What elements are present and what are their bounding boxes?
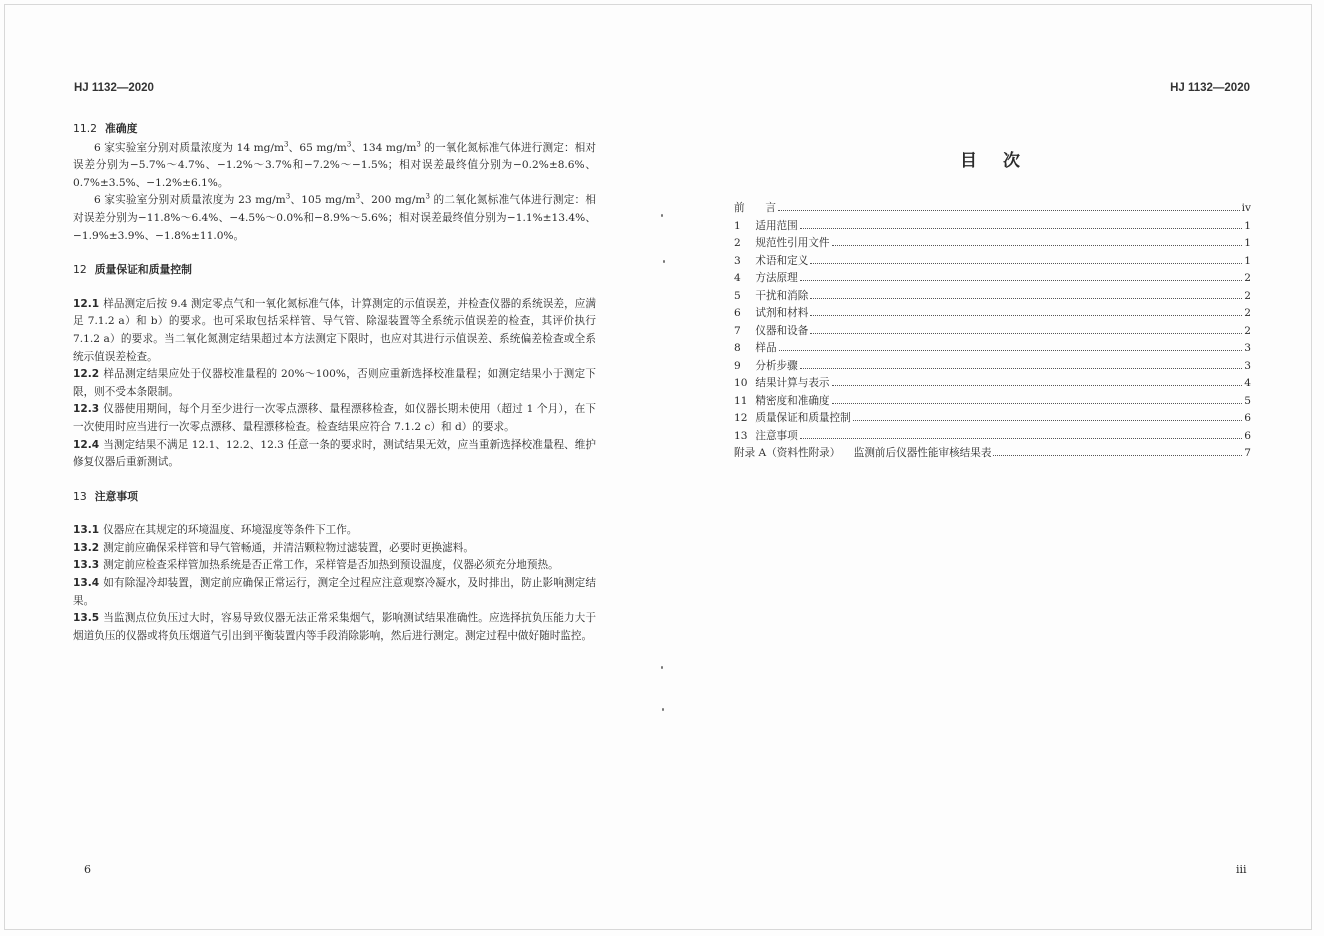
toc-entry-label: 术语和定义 (755, 254, 809, 267)
clause-12-1: 12.1 样品测定后按 9.4 测定零点气和一氧化氮标准气体，计算测定的示值误差，并检查仪器的系统误差，应满足 7.1.2 a）和 b）的要求。也可采取包括采样管、导气管、除湿装置等全系统示值误差的检查，其评价执行 7.1.2 a）的要求。当二氧化氮测定结果超过本方法测定下限时，也应对其进行示值误差、系统偏差检查或全系统示值误差检查。 (73, 297, 596, 363)
toc-leader-dots (832, 385, 1243, 386)
toc-leader-dots (800, 438, 1243, 439)
right-page (662, 0, 1324, 936)
toc-entry-page: 2 (1244, 307, 1251, 319)
toc-leader-dots (810, 298, 1242, 299)
toc-entry-page: 5 (1244, 394, 1251, 407)
toc-entry-label: 结果计算与表示 (755, 377, 830, 389)
toc-entry-page: 2 (1244, 272, 1251, 284)
toc-leader-dots (800, 368, 1243, 369)
toc-entry-page: 6 (1244, 429, 1251, 442)
toc-entry-page: 4 (1244, 377, 1251, 389)
toc-entry-label: 精密度和准确度 (755, 394, 830, 407)
right-page-number: iii (1236, 863, 1247, 876)
section-13-title: 13 注意事项 (73, 489, 138, 503)
toc-entry-number: 5 (734, 289, 741, 302)
toc-entry-number: 11 (734, 394, 748, 407)
toc-leader-dots (778, 210, 1240, 211)
toc-entry[interactable] (734, 235, 1251, 253)
toc-entry[interactable] (734, 410, 1251, 428)
toc-entry-label: 规范性引用文件 (755, 237, 830, 249)
toc-leader-dots (779, 350, 1243, 351)
toc-leader-dots (810, 315, 1242, 316)
scan-speck (662, 708, 664, 711)
left-page-body (73, 120, 596, 645)
toc-entry[interactable] (734, 253, 1251, 271)
toc-entry-number: 8 (734, 342, 741, 354)
toc-entry[interactable] (734, 323, 1251, 341)
toc-entry-label: 分析步骤 (755, 359, 798, 372)
toc-entry-number: 附录 A（资料性附录） (734, 447, 841, 459)
toc-entry[interactable] (734, 218, 1251, 236)
toc-entry[interactable] (734, 340, 1251, 358)
toc-entry-label: 监测前后仪器性能审核结果表 (853, 447, 992, 459)
toc-leader-dots (800, 228, 1243, 229)
toc-leader-dots (810, 263, 1242, 264)
scan-speck (663, 260, 665, 263)
toc-leader-dots (853, 420, 1243, 421)
toc-entry-label: 质量保证和质量控制 (755, 412, 851, 424)
left-page-header: HJ 1132—2020 (74, 82, 154, 94)
toc-entry-page: 3 (1244, 359, 1251, 372)
toc-entry[interactable] (734, 358, 1251, 376)
toc-entry-number: 13 (734, 429, 748, 442)
left-page-number: 6 (84, 863, 91, 876)
table-of-contents (734, 200, 1251, 463)
toc-leader-dots (993, 455, 1242, 456)
toc-leader-dots (810, 333, 1242, 334)
toc-entry[interactable] (734, 393, 1251, 411)
toc-entry-number: 前 (734, 202, 745, 214)
toc-leader-dots (832, 245, 1243, 246)
toc-entry-number: 3 (734, 254, 741, 267)
clause-13-5: 13.5 当监测点位负压过大时，容易导致仪器无法正常采集烟气，影响测试结果准确性。应选择抗负压能力大于烟道负压的仪器或将负压烟道气引出到平衡装置内等手段消除影响，然后进行测定。测定过程中做好随时监控。 (73, 612, 596, 642)
toc-entry[interactable] (734, 200, 1251, 218)
toc-entry[interactable] (734, 305, 1251, 323)
toc-entry-label: 注意事项 (755, 429, 798, 442)
toc-entry-number: 12 (734, 412, 748, 424)
toc-entry-number: 6 (734, 307, 741, 319)
toc-entry[interactable] (734, 270, 1251, 288)
toc-entry-page: 2 (1244, 324, 1251, 337)
clause-12-3: 12.3 仪器使用期间，每个月至少进行一次零点漂移、量程漂移检查，如仪器长期未使用（超过 1 个月），在下一次使用时应当进行一次零点漂移、量程漂移检查。检查结果应符合 7.1.2 c）和 d）的要求。 (73, 403, 596, 433)
scan-speck (661, 214, 663, 217)
accuracy-paragraph-no2: 6 家实验室分别对质量浓度为 23 $mg/m^3$、105 $mg/m^3$、200 $mg/m^3$ 的二氧化氮标准气体进行测定：相对误差分别为−11.8%～6.4%、−4.5%～0.0%和−8.9%～5.6%；相对误差最终值分别为−1.1%±13.4%、−1.9%±3.9%、−1.8%±11.0%。 (73, 192, 597, 242)
section-12-title: 12 质量保证和质量控制 (73, 263, 192, 277)
section-11-2-title: 11.2 准确度 (73, 122, 138, 135)
toc-entry-page: 2 (1244, 289, 1251, 302)
toc-entry-number: 2 (734, 237, 741, 249)
toc-entry[interactable] (734, 428, 1251, 446)
toc-entry-page: iv (1241, 202, 1251, 214)
toc-entry-page: 3 (1244, 342, 1251, 354)
accuracy-paragraph-no: 6 家实验室分别对质量浓度为 14 $mg/m^3$、65 $mg/m^3$、134 $mg/m^3$ 的一氧化氮标准气体进行测定：相对误差分别为−5.7%～4.7%、−1.2%～3.7%和−7.2%～−1.5%；相对误差最终值分别为−0.2%±8.6%、0.7%±3.5%、−1.2%±6.1%。 (73, 140, 597, 189)
clause-12-4: 12.4 当测定结果不满足 12.1、12.2、12.3 任意一条的要求时，测试结果无效，应当重新选择校准量程、维护修复仪器后重新测试。 (73, 438, 596, 469)
toc-entry-page: 1 (1244, 254, 1251, 267)
toc-entry[interactable] (734, 288, 1251, 306)
scan-speck (661, 666, 663, 669)
toc-entry-label: 干扰和消除 (755, 289, 809, 302)
toc-entry-page: 1 (1244, 219, 1251, 232)
toc-entry-label: 适用范围 (755, 219, 798, 232)
toc-entry-label: 方法原理 (755, 272, 798, 284)
toc-entry-page: 7 (1244, 447, 1251, 459)
toc-entry-label: 样品 (755, 342, 777, 354)
toc-entry-number: 4 (734, 272, 741, 284)
clause-13-3: 13.3 测定前应检查采样管加热系统是否正常工作，采样管是否加热到预设温度，仪器必须充分地预热。 (73, 559, 559, 572)
toc-entry-page: 6 (1244, 412, 1251, 424)
toc-entry[interactable] (734, 375, 1251, 393)
right-page-header: HJ 1132—2020 (1170, 82, 1250, 94)
clause-13-4: 13.4 如有除湿冷却装置，测定前应确保正常运行，测定全过程应注意观察冷凝水，及时排出，防止影响测定结果。 (73, 577, 596, 607)
toc-leader-dots (800, 280, 1243, 281)
toc-entry-label: 仪器和设备 (755, 324, 809, 337)
toc-entry-number: 10 (734, 377, 748, 389)
clause-13-1: 13.1 仪器应在其规定的环境温度、环境湿度等条件下工作。 (73, 524, 358, 537)
toc-leader-dots (832, 403, 1243, 404)
toc-entry-label: 言 (765, 202, 776, 214)
toc-entry-number: 1 (734, 219, 741, 232)
clause-12-2: 12.2 样品测定结果应处于仪器校准量程的 20%～100%，否则应重新选择校准量程；如测定结果小于测定下限，则不受本条限制。 (73, 368, 596, 398)
toc-entry-number: 9 (734, 359, 741, 372)
toc-entry-page: 1 (1244, 237, 1251, 249)
toc-entry-label: 试剂和材料 (755, 307, 809, 319)
toc-title: 目次 (960, 151, 1046, 171)
toc-entry[interactable] (734, 445, 1251, 463)
clause-13-2: 13.2 测定前应确保采样管和导气管畅通，并清洁颗粒物过滤装置，必要时更换滤料。 (73, 541, 474, 554)
toc-entry-number: 7 (734, 324, 741, 337)
